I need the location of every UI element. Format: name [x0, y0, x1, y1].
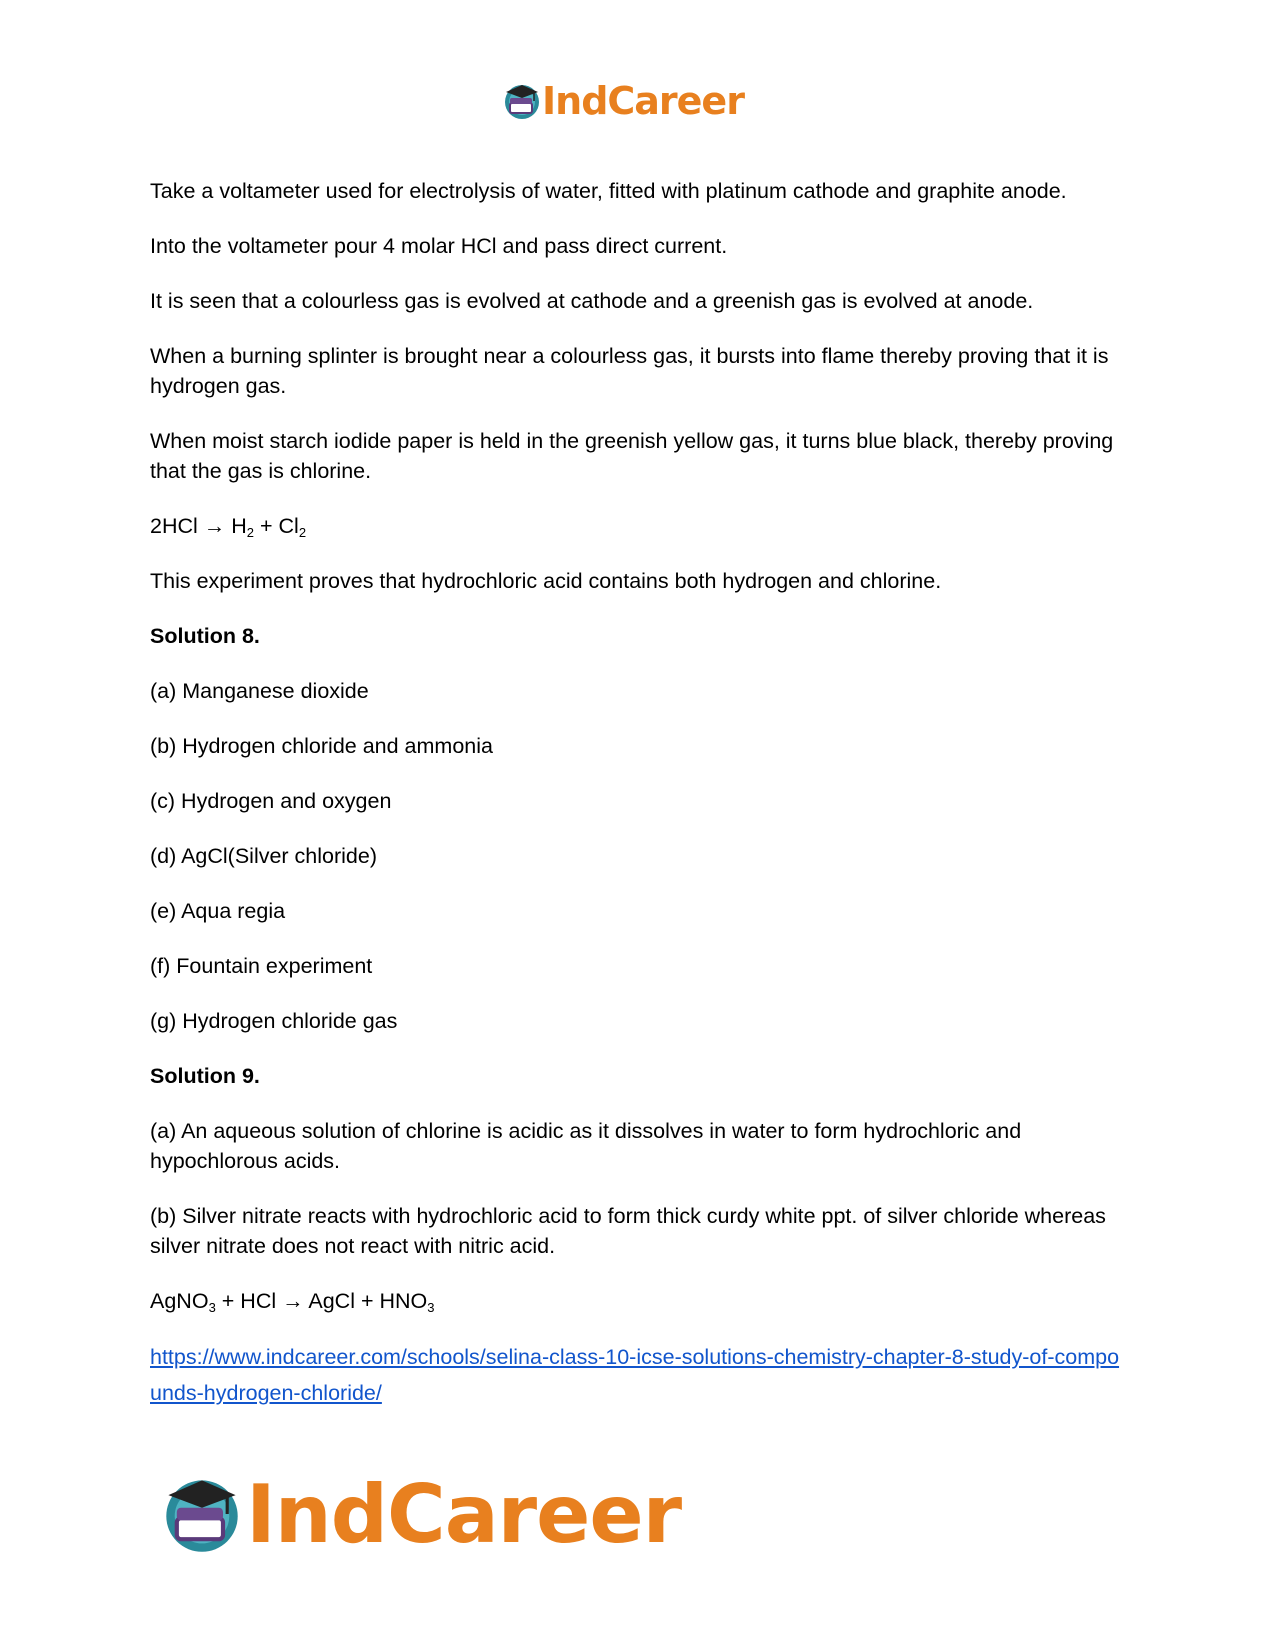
list-item: (e) Aqua regia — [150, 899, 286, 923]
list-item: (g) Hydrogen chloride gas — [150, 1009, 398, 1033]
header-logo — [502, 76, 744, 126]
equation-hcl-electrolysis: $2HCl \to H_2 + Cl_2$ — [150, 514, 307, 540]
paragraph: When moist starch iodide paper is held in the greenish yellow gas, it turns blue black, thereby proving that the gas is chlorine. — [150, 429, 1114, 483]
paragraph: (b) Silver nitrate reacts with hydrochloric acid to form thick curdy white ppt. of silver chloride whereas silver nitrate does not react with nitric acid. — [150, 1204, 1106, 1258]
logo-text: IndCareer — [246, 1467, 682, 1561]
paragraph: It is seen that a colourless gas is evolved at cathode and a greenish gas is evolved at anode. — [150, 289, 1034, 313]
paragraph: When a burning splinter is brought near a colourless gas, it bursts into flame thereby proving that it is hydrogen gas. — [150, 344, 1109, 398]
list-item: (f) Fountain experiment — [150, 954, 373, 978]
list-item: (d) AgCl(Silver chloride) — [150, 844, 378, 868]
logo-text: IndCareer — [542, 79, 744, 123]
paragraph: This experiment proves that hydrochloric acid contains both hydrogen and chlorine. — [150, 569, 942, 593]
graduation-book-globe-icon — [502, 81, 542, 121]
solution-9-heading: Solution 9. — [150, 1064, 260, 1088]
list-item: (b) Hydrogen chloride and ammonia — [150, 734, 493, 758]
equation-silver-nitrate: AgNO$_3$ + HCl → AgCl + $HNO_3$ — [150, 1289, 435, 1315]
graduation-book-globe-icon — [160, 1472, 244, 1556]
paragraph: Into the voltameter pour 4 molar HCl and pass direct current. — [150, 234, 728, 258]
list-item: (c) Hydrogen and oxygen — [150, 789, 392, 813]
list-item: (a) Manganese dioxide — [150, 679, 369, 703]
document-body — [150, 176, 1130, 1411]
footer-logo — [160, 1468, 681, 1560]
paragraph: Take a voltameter used for electrolysis of water, fitted with platinum cathode and graphite anode. — [150, 179, 1067, 203]
source-link[interactable]: https://www.indcareer.com/schools/selina-class-10-icse-solutions-chemistry-chapter-8-study-of-compounds-hydrogen-chloride/ — [150, 1345, 1120, 1405]
solution-8-heading: Solution 8. — [150, 624, 260, 648]
paragraph: (a) An aqueous solution of chlorine is acidic as it dissolves in water to form hydrochloric and hypochlorous acids. — [150, 1119, 1022, 1173]
